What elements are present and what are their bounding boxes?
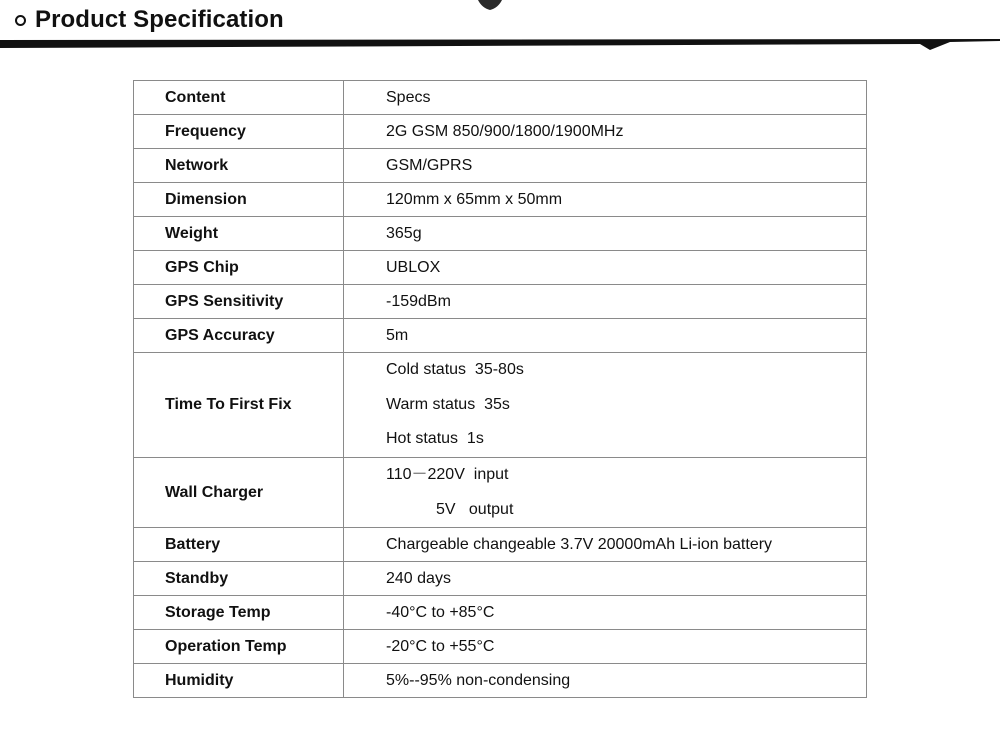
- table-row: [134, 183, 867, 217]
- spec-value: [344, 353, 867, 458]
- spec-value: -159dBm: [344, 285, 867, 319]
- table-row: [134, 149, 867, 183]
- spec-value: -40°C to +85°C: [344, 596, 867, 630]
- header-divider: [0, 36, 1000, 52]
- spec-label: GPS Accuracy: [134, 319, 344, 353]
- spec-label: Battery: [134, 528, 344, 562]
- spec-value: UBLOX: [344, 251, 867, 285]
- table-row: [134, 115, 867, 149]
- spec-value: [344, 458, 867, 528]
- table-row: [134, 319, 867, 353]
- spec-value: Chargeable changeable 3.7V 20000mAh Li-ion battery: [344, 528, 867, 562]
- spec-value: 2G GSM 850/900/1800/1900MHz: [344, 115, 867, 149]
- spec-value-line: 110－220V input: [386, 466, 509, 484]
- spec-value-line: Warm status 35s: [386, 395, 510, 413]
- spec-label: Network: [134, 149, 344, 183]
- spec-label: Wall Charger: [134, 458, 344, 528]
- table-header-value: Specs: [344, 81, 867, 115]
- spec-value: 5m: [344, 319, 867, 353]
- spec-label: Storage Temp: [134, 596, 344, 630]
- section-title: Product Specification: [35, 6, 284, 33]
- spec-value: 5%--95% non-condensing: [344, 664, 867, 698]
- table-row: [134, 630, 867, 664]
- hollow-circle-bullet-icon: [15, 15, 26, 26]
- spec-value-line: 5V output: [436, 500, 514, 518]
- spec-label: Frequency: [134, 115, 344, 149]
- table-row: [134, 285, 867, 319]
- spec-label: Humidity: [134, 664, 344, 698]
- spec-label: Time To First Fix: [134, 353, 344, 458]
- table-row: [134, 458, 867, 528]
- decorative-product-edge-icon: [470, 0, 510, 12]
- spec-label: Weight: [134, 217, 344, 251]
- spec-value-line: Hot status 1s: [386, 430, 484, 448]
- table-row: [134, 528, 867, 562]
- spec-label: GPS Sensitivity: [134, 285, 344, 319]
- spec-value: GSM/GPRS: [344, 149, 867, 183]
- spec-value: -20°C to +55°C: [344, 630, 867, 664]
- section-header: [0, 0, 1000, 56]
- spec-label: Standby: [134, 562, 344, 596]
- spec-value-line: Cold status 35-80s: [386, 361, 524, 378]
- table-row: [134, 664, 867, 698]
- table-row: [134, 562, 867, 596]
- table-header-label: Content: [134, 81, 344, 115]
- table-header-row: [134, 81, 867, 115]
- table-row: [134, 251, 867, 285]
- spec-label: Operation Temp: [134, 630, 344, 664]
- spec-value: 120mm x 65mm x 50mm: [344, 183, 867, 217]
- spec-value: 240 days: [344, 562, 867, 596]
- spec-label: Dimension: [134, 183, 344, 217]
- table-row: [134, 596, 867, 630]
- spec-value: 365g: [344, 217, 867, 251]
- table-row: [134, 217, 867, 251]
- spec-label: GPS Chip: [134, 251, 344, 285]
- spec-table: [133, 80, 867, 698]
- table-row: [134, 353, 867, 458]
